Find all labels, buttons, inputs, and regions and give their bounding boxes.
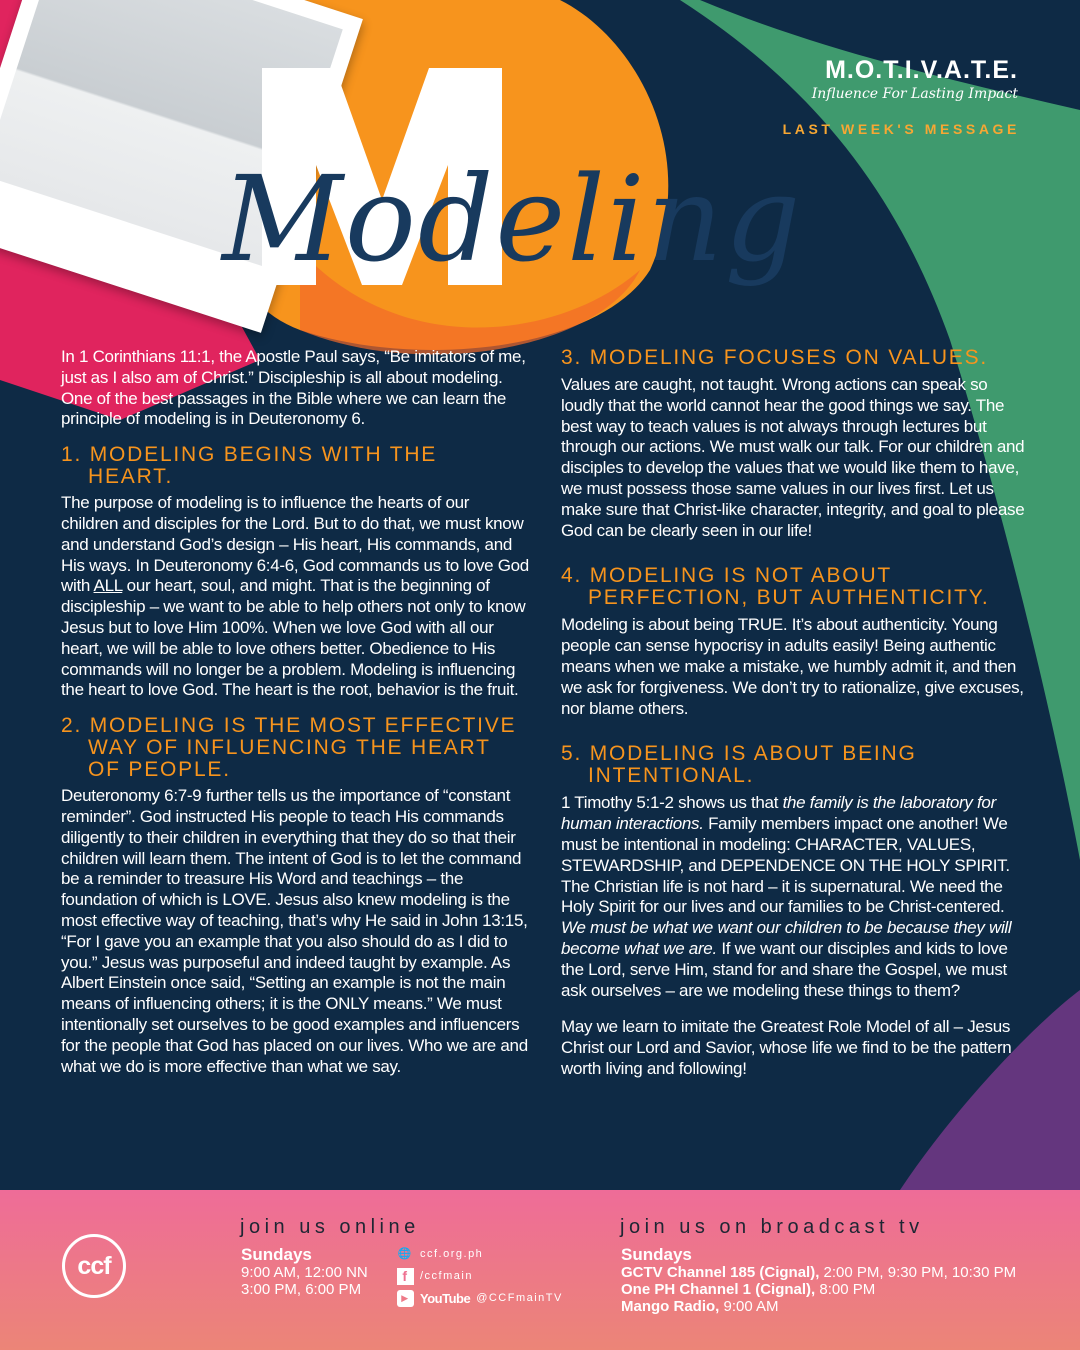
- text: If we want our disciples and kids to love the Lord, serve Him, stand for and share the Gospel, we must ask ourselves – are we modeling these things to them?: [561, 938, 1008, 1000]
- times: 3:00 PM, 6:00 PM: [241, 1281, 362, 1298]
- tv-heading: join us on broadcast tv: [620, 1216, 924, 1238]
- footer: [0, 1190, 1080, 1350]
- youtube-link[interactable]: [397, 1290, 563, 1307]
- section-2-heading: 2. MODELING IS THE MOST EFFECTIVE WAY OF INFLUENCING THE HEART OF PEOPLE.: [61, 714, 517, 782]
- channel: GCTV Channel 185 (Cignal),: [621, 1264, 820, 1281]
- day: Sundays: [241, 1245, 312, 1264]
- closing-text: May we learn to imitate the Greatest Role Model of all – Jesus Christ our Lord and Savior, whose life we find to be the pattern worth living and following!: [561, 1017, 1012, 1078]
- globe-icon: 🌐: [397, 1248, 414, 1260]
- brand-name: M.O.T.I.V.A.T.E.: [825, 56, 1018, 84]
- times: 2:00 PM, 9:30 PM, 10:30 PM: [819, 1264, 1017, 1281]
- online-schedule: [241, 1246, 368, 1298]
- day: Sundays: [621, 1245, 692, 1264]
- section-4-heading: 4. MODELING IS NOT ABOUT PERFECTION, BUT AUTHENTICITY.: [561, 564, 990, 610]
- ccf-logo: ccf: [62, 1234, 126, 1298]
- text: The purpose of modeling is to influence the hearts of our children and disciples for the Lord. But to do that, we must know and understand God’s design – His heart, His commands, and His ways. In Deuteronomy 6:4-6, God commands us to love God with: [61, 493, 529, 596]
- text: 1 Timothy 5:1-2 shows us that: [561, 793, 783, 813]
- motivate-logo: [812, 56, 1018, 103]
- section-5-body: [561, 793, 1031, 1001]
- text: our heart, soul, and might. That is the beginning of discipleship – we want to be able to help others not only to know Jesus but to love Him 100%. When we love God with all our heart, we will be able to love others better. Obedience to His commands will no longer be a problem. Modeling is influencing the heart to love God. The heart is the root, behavior is the fruit.: [61, 576, 526, 700]
- intro-text: In 1 Corinthians 11:1, the Apostle Paul says, “Be imitators of me, just as I also am of Christ.” Discipleship is all about modeling. One of the best passages in the Bible where we can learn the principle of modeling is in Deuteronomy 6.: [61, 347, 526, 429]
- times: 9:00 AM, 12:00 NN: [241, 1264, 368, 1281]
- facebook-icon: f: [397, 1268, 414, 1285]
- last-week-label: LAST WEEK'S MESSAGE: [782, 121, 1020, 137]
- section-2-body: Deuteronomy 6:7-9 further tells us the importance of “constant reminder”. God instructed His people to teach His commands diligently to their children in everything that they do so that their children will learn them. The intent of God is to let the command be a reminder to treasure His Word and teachings – the foundation of which is LOVE. Jesus also knew modeling is the most effective way of teaching, that’s why He said in John 13:15, “For I gave you an example that you also should do as I did to you.” Jesus was purposeful and indeed taught by example. As Albert Einstein once said, “Setting an example is not the main means of influencing others; it is the ONLY means.” We must intentionally set ourselves to be good examples and influencers for the people that God has placed on our lives. Who we are and what we do is more effective than what we say.: [61, 786, 528, 1076]
- section-4-body: Modeling is about being TRUE. It’s about authenticity. Young people can sense hypocrisy in adults easily! Being authentic means when we make a mistake, we humbly admit it, and then we ask for forgiveness. We don’t try to rationalize, give excuses, nor blame others.: [561, 615, 1024, 718]
- page-title: Modeling: [222, 150, 803, 288]
- times: 9:00 AM: [719, 1298, 779, 1315]
- section-3-body: Values are caught, not taught. Wrong actions can speak so loudly that the world cannot hear the good things we say. The best way to teach values is not always through lectures but through our actions. We must walk our talk. For our children and disciples to develop the values that we would like them to have, we must possess those same values in our lives first. Let us make sure that Christ-like character, integrity, and goal to please God can be clearly seen in our life!: [561, 375, 1025, 540]
- section-1-heading: 1. MODELING BEGINS WITH THE HEART.: [61, 443, 438, 489]
- facebook-link[interactable]: [397, 1268, 473, 1285]
- emphasis: ALL: [93, 576, 123, 596]
- italic-text: We must be what we want our children to be because they will become what we are.: [561, 918, 1012, 958]
- section-1-body: [61, 493, 529, 701]
- website-link[interactable]: [397, 1246, 483, 1263]
- channel: One PH Channel 1 (Cignal),: [621, 1281, 816, 1298]
- online-heading: join us online: [240, 1216, 420, 1238]
- link-text: /ccfmain: [420, 1270, 473, 1282]
- link-text: ccf.org.ph: [420, 1248, 484, 1260]
- right-column: [561, 347, 1031, 1104]
- section-3-heading: 3. MODELING FOCUSES ON VALUES.: [561, 346, 989, 369]
- youtube-brand: YouTube: [420, 1291, 471, 1306]
- italic-text: the family is the laboratory for human interactions.: [561, 793, 996, 834]
- brand-tagline: Influence For Lasting Impact: [811, 86, 1018, 102]
- times: 8:00 PM: [815, 1281, 876, 1298]
- tv-schedule: [621, 1246, 1016, 1315]
- text: Family members impact one another! We must be intentional in modeling: CHARACTER, VALUES, STEWARDSHIP, and DEPENDENCE ON THE HOLY SPIRIT. The Christian life is not hard – it is supernatural. We need the Holy Spirit for our lives and our families to be Christ-centered.: [561, 814, 1010, 917]
- channel: Mango Radio,: [621, 1298, 720, 1315]
- link-text: @CCFmainTV: [476, 1292, 563, 1304]
- left-column: [61, 347, 529, 1091]
- section-5-heading: 5. MODELING IS ABOUT BEING INTENTIONAL.: [561, 742, 917, 788]
- youtube-icon: ▶: [397, 1290, 414, 1307]
